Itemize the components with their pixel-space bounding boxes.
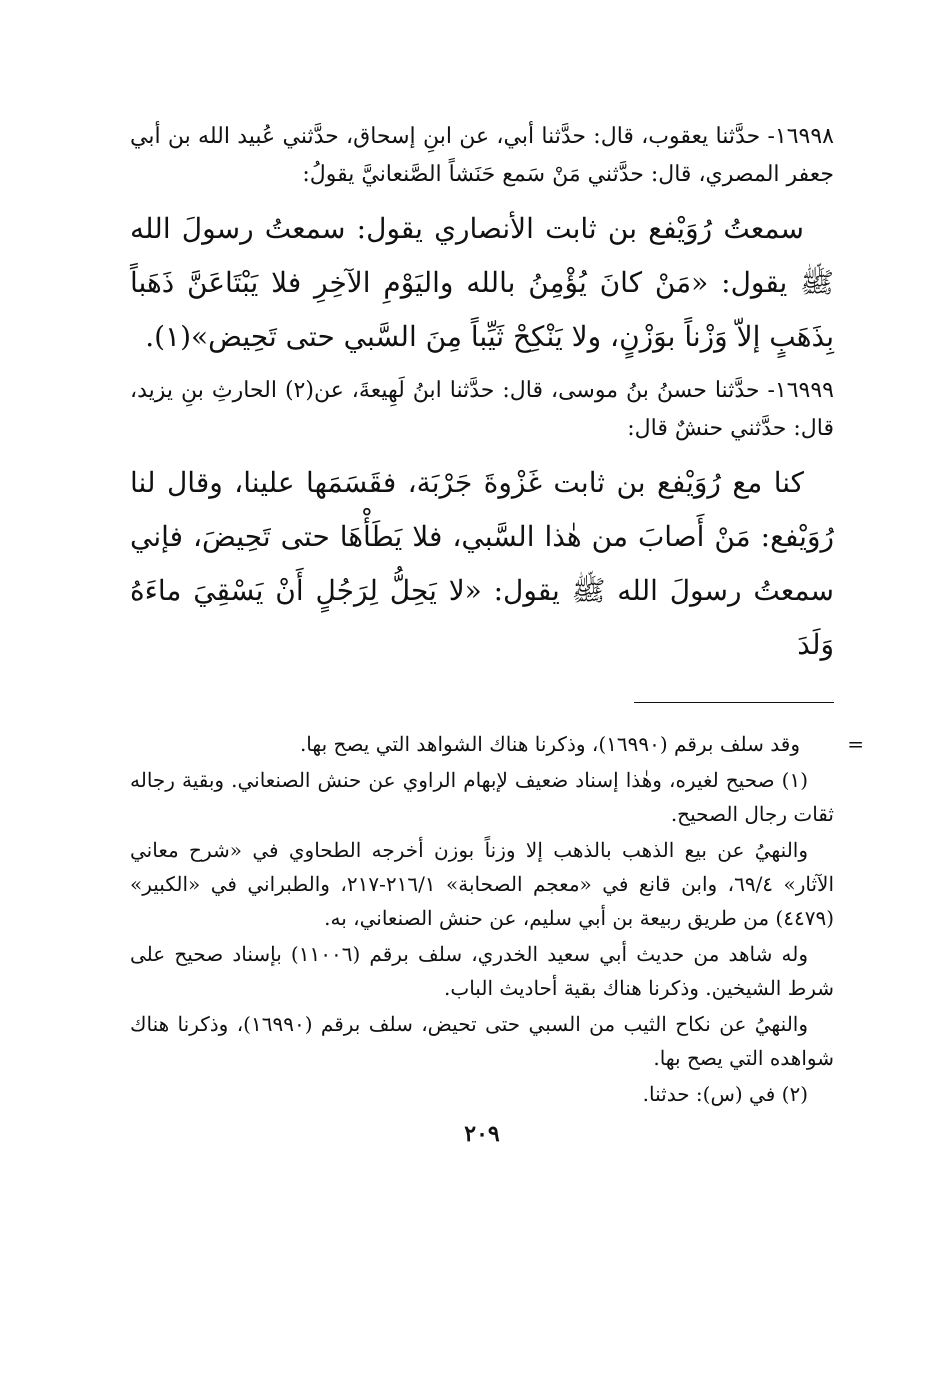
footnote-1-para-1: (١) صحيح لغيره، وهٰذا إسناد ضعيف لإبهام الراوي عن حنش الصنعاني. وبقية رجاله ثقات رجال الصحيح. [130,768,834,826]
footnote-1-para-2: والنهيُ عن بيع الذهب بالذهب إلا وزناً بوزن أخرجه الطحاوي في «شرح معاني الآثار» ٦٩/٤، وابن قانع في «معجم الصحابة» ٢١٦/١-٢١٧، والطبراني في «الكبير» (٤٤٧٩) من طريق ربيعة بن أبي سليم، عن حنش الصنعاني، به. [130,838,834,930]
footnote-1-para-4: والنهيُ عن نكاح الثيب من السبي حتى تحيض، سلف برقم (١٦٩٩٠)، وذكرنا هناك شواهده التي يصح بها. [130,1012,834,1070]
hadith-16998-text: سمعتُ رُوَيْفع بن ثابت الأنصاري يقول: سمعتُ رسولَ الله ﷺ يقول: «مَنْ كانَ يُؤْمِنُ بالله واليَوْمِ الآخِرِ فلا يَبْتَاعَنَّ ذَهَباً بِذَهَبٍ إلاّ وَزْناً بوَزْنٍ، ولا يَنْكِحْ ثَيِّباً مِنَ السَّبي حتى تَحِيض»(١). [130,212,834,353]
page-number: ٢٠٩ [464,1121,500,1147]
document-page [130,118,864,1374]
hadith-16999-header: ١٦٩٩٩- حدَّثنا حسنُ بنُ موسى، قال: حدَّثنا ابنُ لَهِيعةَ، عن(٢) الحارثِ بنِ يزيد، قال: حدَّثني حنشٌ قال: [130,378,834,441]
hadith-16998-header: ١٦٩٩٨- حدَّثنا يعقوب، قال: حدَّثنا أبي، عن ابنِ إسحاق، حدَّثني عُبيد الله بن أبي جعفر المصري، قال: حدَّثني مَنْ سَمع حَنَشاً الصَّنعانيَّ يقولُ: [130,124,834,187]
hadith-16999-text: كنا مع رُوَيْفع بن ثابت غَزْوةَ جَرْبَة، فقَسَمَها علينا، وقال لنا رُوَيْفع: مَنْ أَصابَ من هٰذا السَّبي، فلا يَطَأْهَا حتى تَحِيضَ، فإني سمعتُ رسولَ الله ﷺ يقول: «لا يَحِلُّ لِرَجُلٍ أَنْ يَسْقِيَ ماءَهُ وَلَدَ [130,466,834,661]
footnote-continuation-text: وقد سلف برقم (١٦٩٩٠)، وذكرنا هناك الشواهد التي يصح بها. [299,732,800,756]
footnote-separator-wrap [130,680,834,727]
footnote-continuation [130,727,864,761]
footnote-separator [634,702,834,703]
continuation-mark: = [847,732,864,756]
footnote-1-para-3: وله شاهد من حديث أبي سعيد الخدري، سلف برقم (١١٠٠٦) بإسناد صحيح على شرط الشيخين. وذكرنا هناك بقية أحاديث الباب. [130,942,834,1000]
footnotes [130,727,864,1111]
footnote-2: (٢) في (س): حدثنا. [642,1082,808,1106]
